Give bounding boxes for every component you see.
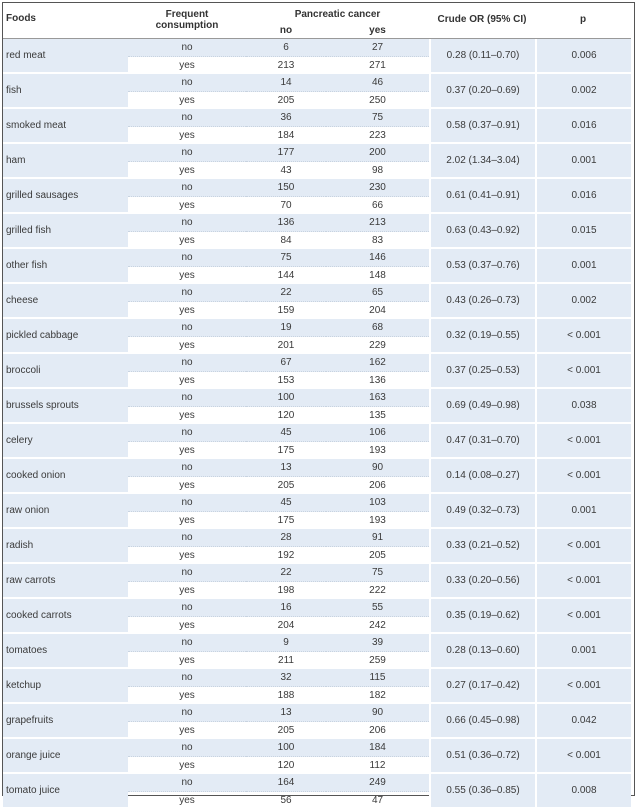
count-consumption-yes-cancer-yes: 223: [369, 130, 386, 141]
count-consumption-yes-cancer-no: 205: [277, 480, 295, 491]
food-name: smoked meat: [3, 109, 128, 144]
p-value: 0.001: [535, 494, 631, 529]
consumption-no-label: no: [128, 389, 246, 407]
table-row: [3, 179, 631, 197]
food-name: ham: [3, 144, 128, 179]
table-row: [3, 739, 631, 757]
count-consumption-yes-cancer-no: 144: [277, 270, 295, 281]
count-consumption-yes-cancer-no: 84: [280, 235, 292, 246]
food-name: pickled cabbage: [3, 319, 128, 354]
count-consumption-no-cancer-yes: 163: [326, 389, 429, 407]
crude-or-value: 0.28 (0.11–0.70): [429, 39, 535, 74]
p-value: < 0.001: [535, 459, 631, 494]
consumption-yes-label: yes: [179, 690, 195, 701]
p-value: 0.006: [535, 39, 631, 74]
count-consumption-yes-cancer-no: 213: [277, 60, 295, 71]
count-consumption-no-cancer-no: 32: [246, 669, 326, 687]
count-consumption-yes-cancer-no: 175: [277, 445, 295, 456]
table-row: [3, 74, 631, 92]
count-consumption-yes-cancer-yes: 204: [369, 305, 386, 316]
consumption-no-label: no: [128, 109, 246, 127]
count-consumption-no-cancer-no: 19: [246, 319, 326, 337]
p-value: < 0.001: [535, 529, 631, 564]
count-consumption-no-cancer-no: 75: [246, 249, 326, 267]
count-consumption-no-cancer-no: 100: [246, 739, 326, 757]
count-consumption-yes-cancer-yes: 271: [369, 60, 386, 71]
count-consumption-no-cancer-no: 9: [246, 634, 326, 652]
food-name: tomatoes: [3, 634, 128, 669]
header-cancer-yes: yes: [326, 25, 429, 39]
consumption-no-label: no: [128, 214, 246, 232]
header-frequent-line1: Frequent: [165, 9, 209, 20]
table-row: [3, 354, 631, 372]
count-consumption-yes-cancer-no: 43: [280, 165, 292, 176]
count-consumption-no-cancer-yes: 213: [326, 214, 429, 232]
count-consumption-yes-cancer-yes: 98: [371, 165, 384, 176]
crude-or-value: 0.37 (0.25–0.53): [429, 354, 535, 389]
count-consumption-yes-cancer-yes: 222: [369, 585, 386, 596]
consumption-no-label: no: [128, 459, 246, 477]
crude-or-value: 0.53 (0.37–0.76): [429, 249, 535, 284]
consumption-yes-label: yes: [179, 130, 195, 141]
p-value: < 0.001: [535, 319, 631, 354]
count-consumption-no-cancer-yes: 39: [326, 634, 429, 652]
odds-ratio-table: [3, 3, 631, 809]
count-consumption-yes-cancer-yes: 83: [371, 235, 384, 246]
count-consumption-yes-cancer-yes: 136: [369, 375, 386, 386]
food-name: cheese: [3, 284, 128, 319]
p-value: 0.001: [535, 634, 631, 669]
crude-or-value: 0.27 (0.17–0.42): [429, 669, 535, 704]
crude-or-value: 0.32 (0.19–0.55): [429, 319, 535, 354]
count-consumption-no-cancer-yes: 200: [326, 144, 429, 162]
consumption-yes-label: yes: [179, 340, 195, 351]
table-body: [3, 39, 631, 809]
count-consumption-yes-cancer-no: 56: [280, 795, 292, 806]
count-consumption-yes-cancer-yes: 229: [369, 340, 386, 351]
crude-or-value: 0.14 (0.08–0.27): [429, 459, 535, 494]
consumption-yes-label: yes: [179, 60, 195, 71]
food-name: radish: [3, 529, 128, 564]
table-row: [3, 774, 631, 792]
count-consumption-yes-cancer-yes: 112: [369, 760, 386, 771]
consumption-no-label: no: [128, 564, 246, 582]
food-name: orange juice: [3, 739, 128, 774]
p-value: < 0.001: [535, 599, 631, 634]
p-value: 0.016: [535, 109, 631, 144]
header-p: p: [535, 3, 631, 39]
table-row: [3, 669, 631, 687]
consumption-yes-label: yes: [179, 305, 195, 316]
count-consumption-no-cancer-yes: 184: [326, 739, 429, 757]
table-row: [3, 634, 631, 652]
food-name: celery: [3, 424, 128, 459]
header-cancer-no: no: [246, 25, 326, 39]
count-consumption-yes-cancer-no: 204: [277, 620, 295, 631]
count-consumption-no-cancer-yes: 230: [326, 179, 429, 197]
table-row: [3, 704, 631, 722]
count-consumption-yes-cancer-yes: 206: [369, 480, 386, 491]
consumption-yes-label: yes: [179, 585, 195, 596]
count-consumption-no-cancer-no: 6: [246, 39, 326, 57]
table-row: [3, 39, 631, 57]
count-consumption-no-cancer-yes: 68: [326, 319, 429, 337]
count-consumption-yes-cancer-yes: 193: [369, 445, 386, 456]
table-row: [3, 564, 631, 582]
count-consumption-yes-cancer-no: 70: [280, 200, 292, 211]
table-row: [3, 459, 631, 477]
crude-or-value: 0.49 (0.32–0.73): [429, 494, 535, 529]
count-consumption-no-cancer-no: 177: [246, 144, 326, 162]
table-row: [3, 144, 631, 162]
consumption-yes-label: yes: [179, 95, 195, 106]
consumption-yes-label: yes: [179, 725, 195, 736]
count-consumption-no-cancer-no: 16: [246, 599, 326, 617]
consumption-no-label: no: [128, 74, 246, 92]
consumption-yes-label: yes: [179, 620, 195, 631]
count-consumption-no-cancer-yes: 90: [326, 459, 429, 477]
crude-or-value: 0.61 (0.41–0.91): [429, 179, 535, 214]
count-consumption-yes-cancer-yes: 206: [369, 725, 386, 736]
consumption-yes-label: yes: [179, 235, 195, 246]
count-consumption-no-cancer-yes: 91: [326, 529, 429, 547]
consumption-no-label: no: [128, 739, 246, 757]
p-value: < 0.001: [535, 669, 631, 704]
consumption-yes-label: yes: [179, 445, 195, 456]
consumption-no-label: no: [128, 424, 246, 442]
count-consumption-no-cancer-no: 150: [246, 179, 326, 197]
crude-or-value: 0.33 (0.20–0.56): [429, 564, 535, 599]
food-name: red meat: [3, 39, 128, 74]
crude-or-value: 0.66 (0.45–0.98): [429, 704, 535, 739]
count-consumption-no-cancer-no: 136: [246, 214, 326, 232]
p-value: 0.038: [535, 389, 631, 424]
crude-or-value: 0.43 (0.26–0.73): [429, 284, 535, 319]
count-consumption-no-cancer-yes: 46: [326, 74, 429, 92]
crude-or-value: 0.55 (0.36–0.85): [429, 774, 535, 809]
crude-or-value: 0.37 (0.20–0.69): [429, 74, 535, 109]
consumption-no-label: no: [128, 144, 246, 162]
food-name: brussels sprouts: [3, 389, 128, 424]
food-name: grapefruits: [3, 704, 128, 739]
count-consumption-yes-cancer-no: 188: [277, 690, 295, 701]
count-consumption-no-cancer-no: 13: [246, 459, 326, 477]
p-value: 0.016: [535, 179, 631, 214]
consumption-no-label: no: [128, 599, 246, 617]
crude-or-value: 0.47 (0.31–0.70): [429, 424, 535, 459]
consumption-yes-label: yes: [179, 480, 195, 491]
food-name: grilled fish: [3, 214, 128, 249]
consumption-yes-label: yes: [179, 410, 195, 421]
consumption-yes-label: yes: [179, 200, 195, 211]
food-name: broccoli: [3, 354, 128, 389]
count-consumption-no-cancer-yes: 146: [326, 249, 429, 267]
header-frequent-consumption: [128, 3, 246, 39]
count-consumption-yes-cancer-no: 184: [277, 130, 295, 141]
consumption-no-label: no: [128, 774, 246, 792]
header-foods: Foods: [3, 3, 128, 39]
consumption-no-label: no: [128, 494, 246, 512]
count-consumption-yes-cancer-no: 120: [277, 410, 295, 421]
count-consumption-yes-cancer-no: 175: [277, 515, 295, 526]
count-consumption-yes-cancer-no: 153: [277, 375, 295, 386]
count-consumption-no-cancer-no: 45: [246, 494, 326, 512]
count-consumption-no-cancer-no: 164: [246, 774, 326, 792]
count-consumption-yes-cancer-yes: 47: [371, 795, 384, 806]
crude-or-value: 0.35 (0.19–0.62): [429, 599, 535, 634]
consumption-no-label: no: [128, 529, 246, 547]
food-name: other fish: [3, 249, 128, 284]
food-name: cooked onion: [3, 459, 128, 494]
p-value: 0.002: [535, 284, 631, 319]
consumption-no-label: no: [128, 634, 246, 652]
food-name: raw onion: [3, 494, 128, 529]
count-consumption-no-cancer-yes: 75: [326, 109, 429, 127]
crude-or-value: 0.51 (0.36–0.72): [429, 739, 535, 774]
count-consumption-no-cancer-yes: 90: [326, 704, 429, 722]
table-row: [3, 249, 631, 267]
table-row: [3, 389, 631, 407]
consumption-no-label: no: [128, 179, 246, 197]
crude-or-value: 0.63 (0.43–0.92): [429, 214, 535, 249]
count-consumption-yes-cancer-no: 159: [277, 305, 295, 316]
crude-or-value: 0.58 (0.37–0.91): [429, 109, 535, 144]
consumption-yes-label: yes: [179, 515, 195, 526]
count-consumption-no-cancer-yes: 162: [326, 354, 429, 372]
table-row: [3, 284, 631, 302]
count-consumption-no-cancer-no: 45: [246, 424, 326, 442]
count-consumption-yes-cancer-yes: 135: [369, 410, 386, 421]
count-consumption-no-cancer-no: 67: [246, 354, 326, 372]
count-consumption-yes-cancer-yes: 250: [369, 95, 386, 106]
p-value: < 0.001: [535, 739, 631, 774]
table-row: [3, 529, 631, 547]
p-value: < 0.001: [535, 564, 631, 599]
consumption-yes-label: yes: [179, 795, 195, 806]
crude-or-value: 0.33 (0.21–0.52): [429, 529, 535, 564]
count-consumption-yes-cancer-no: 120: [277, 760, 295, 771]
count-consumption-yes-cancer-no: 192: [277, 550, 295, 561]
count-consumption-yes-cancer-yes: 182: [369, 690, 386, 701]
table-row: [3, 109, 631, 127]
consumption-no-label: no: [128, 319, 246, 337]
table-row: [3, 599, 631, 617]
p-value: 0.015: [535, 214, 631, 249]
food-name: grilled sausages: [3, 179, 128, 214]
table-row: [3, 424, 631, 442]
p-value: < 0.001: [535, 354, 631, 389]
food-name: raw carrots: [3, 564, 128, 599]
count-consumption-yes-cancer-no: 205: [277, 725, 295, 736]
count-consumption-yes-cancer-no: 201: [277, 340, 295, 351]
count-consumption-no-cancer-yes: 27: [326, 39, 429, 57]
consumption-no-label: no: [128, 669, 246, 687]
count-consumption-no-cancer-no: 14: [246, 74, 326, 92]
count-consumption-no-cancer-no: 13: [246, 704, 326, 722]
count-consumption-yes-cancer-yes: 148: [369, 270, 386, 281]
crude-or-value: 0.69 (0.49–0.98): [429, 389, 535, 424]
consumption-yes-label: yes: [179, 270, 195, 281]
count-consumption-no-cancer-yes: 249: [326, 774, 429, 792]
crude-or-value: 2.02 (1.34–3.04): [429, 144, 535, 179]
count-consumption-no-cancer-yes: 75: [326, 564, 429, 582]
header-pancreatic-cancer: Pancreatic cancer: [294, 9, 381, 20]
count-consumption-no-cancer-yes: 115: [326, 669, 429, 687]
consumption-no-label: no: [128, 284, 246, 302]
count-consumption-no-cancer-no: 28: [246, 529, 326, 547]
count-consumption-yes-cancer-yes: 242: [369, 620, 386, 631]
food-name: fish: [3, 74, 128, 109]
header-crude-or: Crude OR (95% CI): [429, 3, 535, 39]
count-consumption-yes-cancer-no: 205: [277, 95, 295, 106]
count-consumption-no-cancer-no: 22: [246, 564, 326, 582]
food-name: tomato juice: [3, 774, 128, 809]
count-consumption-yes-cancer-no: 211: [278, 655, 294, 666]
p-value: < 0.001: [535, 424, 631, 459]
p-value: 0.002: [535, 74, 631, 109]
table-row: [3, 214, 631, 232]
food-name: cooked carrots: [3, 599, 128, 634]
count-consumption-yes-cancer-no: 198: [277, 585, 295, 596]
count-consumption-no-cancer-no: 100: [246, 389, 326, 407]
table-row: [3, 319, 631, 337]
p-value: 0.008: [535, 774, 631, 809]
crude-or-value: 0.28 (0.13–0.60): [429, 634, 535, 669]
consumption-no-label: no: [128, 704, 246, 722]
consumption-yes-label: yes: [179, 760, 195, 771]
count-consumption-yes-cancer-yes: 259: [369, 655, 386, 666]
consumption-no-label: no: [128, 354, 246, 372]
food-name: ketchup: [3, 669, 128, 704]
consumption-yes-label: yes: [179, 375, 195, 386]
p-value: 0.001: [535, 249, 631, 284]
count-consumption-no-cancer-no: 22: [246, 284, 326, 302]
consumption-yes-label: yes: [179, 550, 195, 561]
count-consumption-yes-cancer-yes: 193: [369, 515, 386, 526]
consumption-no-label: no: [128, 39, 246, 57]
count-consumption-no-cancer-yes: 106: [326, 424, 429, 442]
consumption-no-label: no: [128, 249, 246, 267]
count-consumption-yes-cancer-yes: 205: [369, 550, 386, 561]
count-consumption-no-cancer-no: 36: [246, 109, 326, 127]
count-consumption-no-cancer-yes: 55: [326, 599, 429, 617]
count-consumption-no-cancer-yes: 103: [326, 494, 429, 512]
header-frequent-line2: consumption: [155, 20, 219, 31]
table-row: [3, 494, 631, 512]
p-value: 0.001: [535, 144, 631, 179]
p-value: 0.042: [535, 704, 631, 739]
count-consumption-yes-cancer-yes: 66: [371, 200, 384, 211]
consumption-yes-label: yes: [179, 165, 195, 176]
consumption-yes-label: yes: [179, 655, 195, 666]
count-consumption-no-cancer-yes: 65: [326, 284, 429, 302]
